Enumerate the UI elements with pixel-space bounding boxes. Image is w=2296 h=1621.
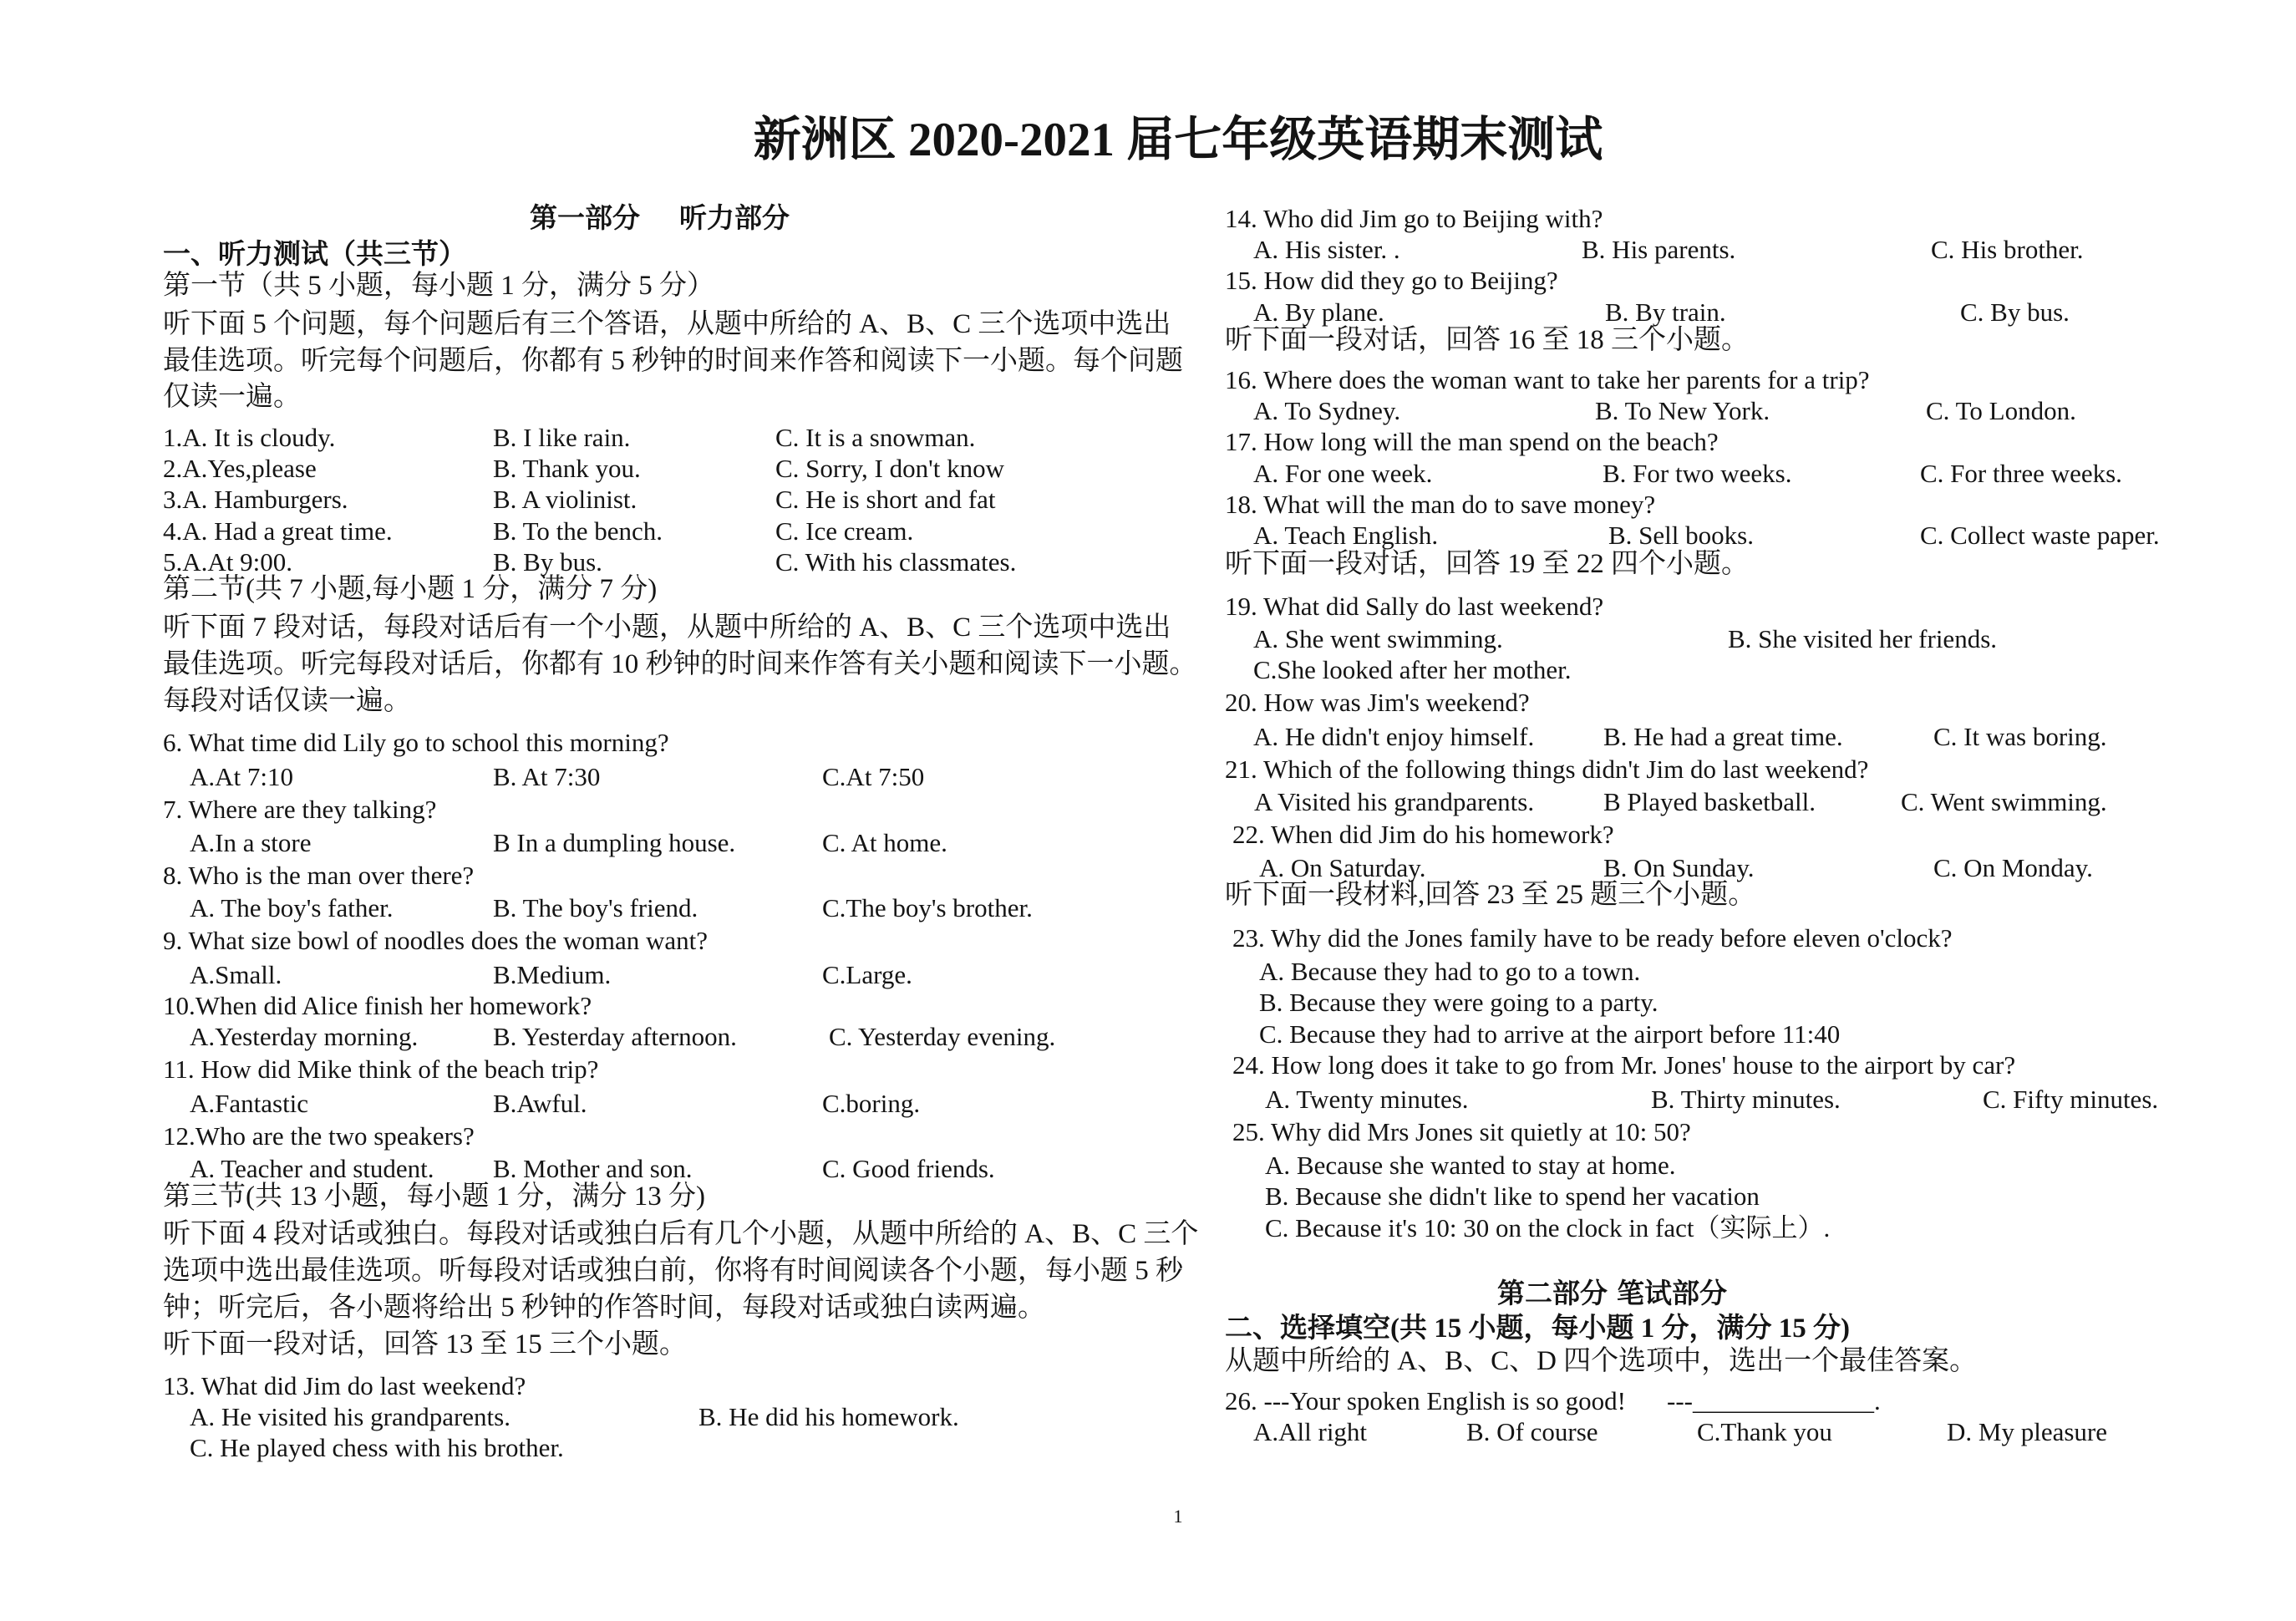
q13-option-a: A. He visited his grandparents. — [190, 1402, 511, 1431]
q24-stem: 24. How long does it take to go from Mr. Jones' house to the airport by car? — [1232, 1050, 2016, 1080]
q8-option-c: C.The boy's brother. — [822, 893, 1033, 922]
q25-option-a: A. Because she wanted to stay at home. — [1265, 1151, 1676, 1180]
q26-option-c: C.Thank you — [1697, 1417, 1832, 1446]
q26-stem: 26. ---Your spoken English is so good! — [1225, 1386, 1626, 1415]
q3-option-a: 3.A. Hamburgers. — [163, 485, 348, 514]
multiple-choice-heading: 二、选择填空(共 15 小题，每小题 1 分，满分 15 分) — [1225, 1314, 1850, 1344]
q16-stem: 16. Where does the woman want to take her parents for a trip? — [1225, 365, 1870, 394]
q2-option-a: 2.A.Yes,please — [163, 454, 317, 483]
q22-stem: 22. When did Jim do his homework? — [1232, 820, 1614, 849]
q26-answer-blank: ---______________. — [1667, 1386, 1881, 1415]
q17-option-a: A. For one week. — [1253, 459, 1433, 488]
q23-option-a: A. Because they had to go to a town. — [1259, 957, 1641, 986]
q9-option-b: B.Medium. — [493, 960, 612, 989]
q12-option-b: B. Mother and son. — [493, 1154, 693, 1183]
q1-option-a: 1.A. It is cloudy. — [163, 423, 336, 452]
q25-option-c: C. Because it's 10: 30 on the clock in fact（实际上）. — [1265, 1213, 1831, 1242]
q23-option-c: C. Because they had to arrive at the airport before 11:40 — [1259, 1019, 1841, 1049]
q5-option-b: B. By bus. — [493, 547, 602, 577]
section1-instruction-line: 最佳选项。听完每个问题后，你都有 5 秒钟的时间来作答和阅读下一小题。每个问题 — [163, 346, 1183, 376]
q2-option-c: C. Sorry, I don't know — [775, 454, 1004, 483]
q21-stem: 21. Which of the following things didn't Jim do last weekend? — [1225, 755, 1869, 784]
q5-option-a: 5.A.At 9:00. — [163, 547, 292, 577]
q26-option-d: D. My pleasure — [1947, 1417, 2107, 1446]
q17-stem: 17. How long will the man spend on the beach? — [1225, 427, 1719, 456]
section1-instruction-line: 仅读一遍。 — [163, 382, 301, 412]
q24-option-c: C. Fifty minutes. — [1983, 1085, 2159, 1114]
q3-option-c: C. He is short and fat — [775, 485, 996, 514]
q7-stem: 7. Where are they talking? — [163, 795, 437, 824]
q11-option-c: C.boring. — [822, 1089, 921, 1118]
group-prompt-13-15: 听下面一段对话，回答 13 至 15 三个小题。 — [163, 1329, 687, 1359]
group-prompt-16-18: 听下面一段对话，回答 16 至 18 三个小题。 — [1225, 325, 1749, 355]
q16-option-a: A. To Sydney. — [1253, 396, 1401, 425]
q19-stem: 19. What did Sally do last weekend? — [1225, 592, 1604, 621]
q16-option-c: C. To London. — [1926, 396, 2076, 425]
multiple-choice-instruction: 从题中所给的 A、B、C、D 四个选项中，选出一个最佳答案。 — [1225, 1346, 1978, 1376]
q25-option-b: B. Because she didn't like to spend her vacation — [1265, 1181, 1760, 1211]
q15-stem: 15. How did they go to Beijing? — [1225, 266, 1558, 295]
q17-option-b: B. For two weeks. — [1603, 459, 1792, 488]
q11-option-a: A.Fantastic — [190, 1089, 309, 1118]
q18-option-b: B. Sell books. — [1608, 521, 1754, 550]
q10-option-c: C. Yesterday evening. — [829, 1022, 1056, 1051]
q12-option-c: C. Good friends. — [822, 1154, 995, 1183]
q15-option-b: B. By train. — [1605, 297, 1726, 327]
section2-title: 第二节(共 7 小题,每小题 1 分，满分 7 分) — [163, 574, 658, 604]
q1-option-b: B. I like rain. — [493, 423, 631, 452]
q14-stem: 14. Who did Jim go to Beijing with? — [1225, 204, 1603, 233]
q19-option-c: C.She looked after her mother. — [1253, 655, 1572, 684]
q20-option-a: A. He didn't enjoy himself. — [1253, 722, 1535, 751]
q16-option-b: B. To New York. — [1595, 396, 1770, 425]
q10-option-b: B. Yesterday afternoon. — [493, 1022, 737, 1051]
q9-stem: 9. What size bowl of noodles does the woman want? — [163, 926, 708, 955]
q22-option-c: C. On Monday. — [1933, 853, 2093, 882]
q26-option-a: A.All right — [1253, 1417, 1368, 1446]
q20-option-b: B. He had a great time. — [1603, 722, 1843, 751]
q9-option-c: C.Large. — [822, 960, 912, 989]
section3-instruction-line: 听下面 4 段对话或独白。每段对话或独白后有几个小题，从题中所给的 A、B、C 三个 — [163, 1219, 1199, 1249]
group-prompt-19-22: 听下面一段对话，回答 19 至 22 四个小题。 — [1225, 549, 1749, 579]
q18-option-c: C. Collect waste paper. — [1920, 521, 2160, 550]
q5-option-c: C. With his classmates. — [775, 547, 1017, 577]
group-prompt-23-25: 听下面一段材料,回答 23 至 25 题三个小题。 — [1225, 880, 1756, 910]
q12-option-a: A. Teacher and student. — [190, 1154, 434, 1183]
q18-stem: 18. What will the man do to save money? — [1225, 490, 1656, 519]
part1-name: 听力部分 — [679, 204, 790, 234]
q26-option-b: B. Of course — [1466, 1417, 1598, 1446]
q13-option-b: B. He did his homework. — [698, 1402, 959, 1431]
q9-option-a: A.Small. — [190, 960, 282, 989]
page-number: 1 — [1173, 1506, 1183, 1527]
q14-option-c: C. His brother. — [1931, 235, 2084, 264]
q8-option-a: A. The boy's father. — [190, 893, 394, 922]
q6-stem: 6. What time did Lily go to school this morning? — [163, 728, 669, 757]
q23-stem: 23. Why did the Jones family have to be ready before eleven o'clock? — [1232, 923, 1953, 953]
q20-stem: 20. How was Jim's weekend? — [1225, 688, 1530, 717]
q24-option-a: A. Twenty minutes. — [1265, 1085, 1469, 1114]
q24-option-b: B. Thirty minutes. — [1651, 1085, 1841, 1114]
section3-instruction-line: 选项中选出最佳选项。听每段对话或独白前，你将有时间阅读各个小题，每小题 5 秒 — [163, 1256, 1183, 1286]
q13-option-c: C. He played chess with his brother. — [190, 1433, 564, 1462]
q21-option-a: A Visited his grandparents. — [1254, 787, 1535, 816]
section2-instruction-line: 每段对话仅读一遍。 — [163, 686, 411, 716]
section2-instruction-line: 最佳选项。听完每段对话后，你都有 10 秒钟的时间来作答有关小题和阅读下一小题。 — [163, 649, 1197, 679]
q20-option-c: C. It was boring. — [1933, 722, 2107, 751]
q22-option-b: B. On Sunday. — [1603, 853, 1755, 882]
part2-name: 笔试部分 — [1617, 1279, 1727, 1309]
q4-option-a: 4.A. Had a great time. — [163, 516, 393, 546]
q17-option-c: C. For three weeks. — [1920, 459, 2122, 488]
q14-option-a: A. His sister. . — [1253, 235, 1400, 264]
q4-option-b: B. To the bench. — [493, 516, 663, 546]
q21-option-b: B Played basketball. — [1603, 787, 1816, 816]
section3-instruction-line: 钟；听完后，各小题将给出 5 秒钟的作答时间，每段对话或独白读两遍。 — [163, 1293, 1045, 1323]
q19-option-b: B. She visited her friends. — [1728, 624, 1998, 653]
q25-stem: 25. Why did Mrs Jones sit quietly at 10: 50? — [1232, 1117, 1691, 1146]
q23-option-b: B. Because they were going to a party. — [1259, 988, 1659, 1017]
q10-stem: 10.When did Alice finish her homework? — [163, 991, 592, 1020]
q11-option-b: B.Awful. — [493, 1089, 587, 1118]
q14-option-b: B. His parents. — [1582, 235, 1736, 264]
q4-option-c: C. Ice cream. — [775, 516, 914, 546]
q7-option-b: B In a dumpling house. — [493, 828, 736, 857]
q11-stem: 11. How did Mike think of the beach trip? — [163, 1054, 599, 1084]
q7-option-c: C. At home. — [822, 828, 947, 857]
section1-instruction-line: 听下面 5 个问题，每个问题后有三个答语，从题中所给的 A、B、C 三个选项中选出 — [163, 309, 1171, 339]
section3-title: 第三节(共 13 小题，每小题 1 分，满分 13 分) — [163, 1181, 705, 1212]
q19-option-a: A. She went swimming. — [1253, 624, 1503, 653]
q15-option-a: A. By plane. — [1253, 297, 1384, 327]
q7-option-a: A.In a store — [190, 828, 312, 857]
q10-option-a: A.Yesterday morning. — [190, 1022, 419, 1051]
section1-title: 第一节（共 5 小题，每小题 1 分，满分 5 分） — [163, 271, 714, 301]
part2-label: 第二部分 — [1497, 1279, 1608, 1309]
q6-option-a: A.At 7:10 — [190, 762, 293, 791]
q6-option-c: C.At 7:50 — [822, 762, 925, 791]
listening-heading: 一、听力测试（共三节） — [163, 240, 466, 270]
exam-title: 新洲区 2020-2021 届七年级英语期末测试 — [753, 114, 1603, 166]
q1-option-c: C. It is a snowman. — [775, 423, 976, 452]
q2-option-b: B. Thank you. — [493, 454, 641, 483]
q21-option-c: C. Went swimming. — [1901, 787, 2107, 816]
q8-option-b: B. The boy's friend. — [493, 893, 698, 922]
q13-stem: 13. What did Jim do last weekend? — [163, 1371, 526, 1400]
q6-option-b: B. At 7:30 — [493, 762, 601, 791]
q22-option-a: A. On Saturday. — [1259, 853, 1426, 882]
q3-option-b: B. A violinist. — [493, 485, 637, 514]
q18-option-a: A. Teach English. — [1253, 521, 1439, 550]
part1-label: 第一部分 — [530, 204, 640, 234]
section2-instruction-line: 听下面 7 段对话，每段对话后有一个小题，从题中所给的 A、B、C 三个选项中选出 — [163, 612, 1171, 643]
q15-option-c: C. By bus. — [1960, 297, 2070, 327]
q8-stem: 8. Who is the man over there? — [163, 861, 475, 890]
q12-stem: 12.Who are the two speakers? — [163, 1121, 475, 1151]
